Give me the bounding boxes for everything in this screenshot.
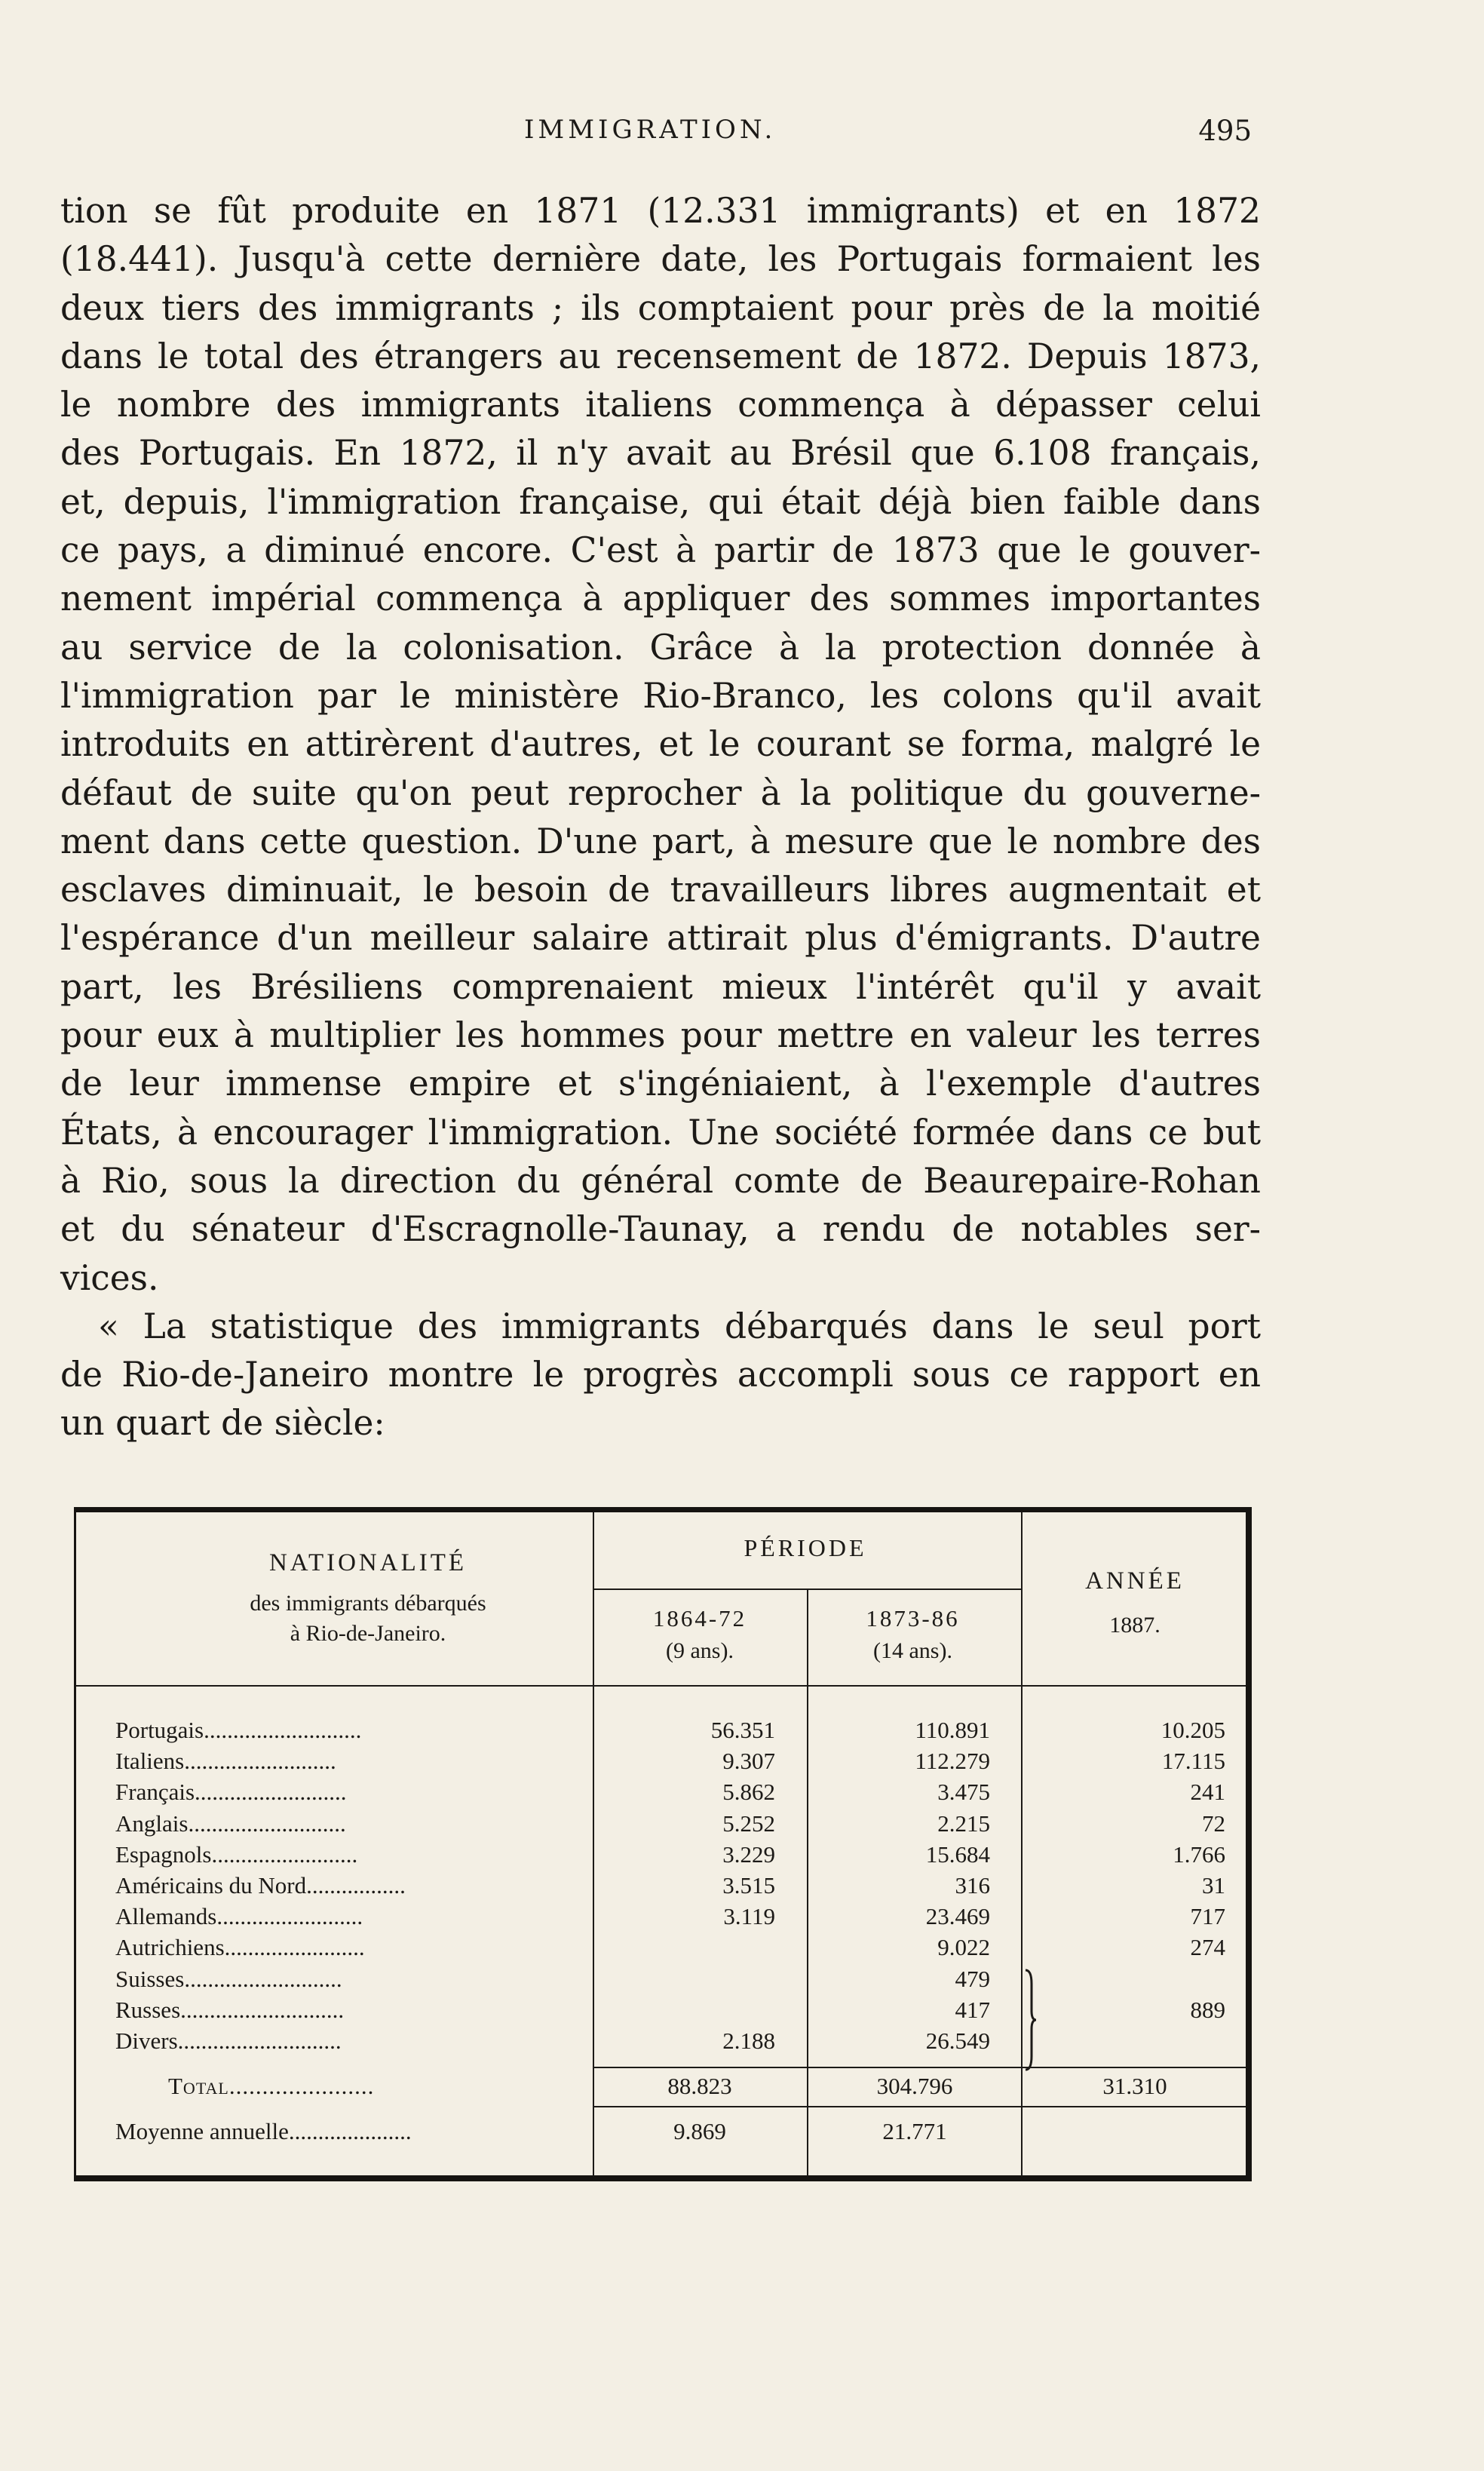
leader-dots: .........................	[211, 1840, 358, 1868]
total-period1: 88.823	[667, 2073, 732, 2099]
row-label: Suisses	[115, 1965, 185, 1992]
row-label-cell	[115, 1841, 643, 1868]
header-period2-sub: (14 ans).	[873, 1638, 952, 1663]
text-line: de Rio-de-Janeiro montre le progrès accompli sous ce rapport en	[60, 1355, 1261, 1395]
periode-rule	[593, 1588, 1021, 1590]
moyenne-period2: 21.771	[882, 2118, 947, 2144]
row-label-cell	[115, 1872, 643, 1899]
year1887-value: 31	[1202, 1872, 1225, 1899]
text-line: l'immigration par le ministère Rio-Branco, les colons qu'il avait	[60, 675, 1261, 716]
row-label-cell	[115, 1997, 643, 2024]
text-line: l'espérance d'un meilleur salaire attirait plus d'émigrants. D'autre	[60, 918, 1261, 959]
total-label: Total	[168, 2073, 229, 2099]
leader-dots: ............................	[180, 1996, 345, 2023]
period2-value: 316	[955, 1872, 990, 1899]
table-row-total	[74, 2073, 1250, 2104]
text-line: de leur immense empire et s'ingéniaient, à l'exemple d'autres	[60, 1064, 1261, 1104]
table-row	[74, 2027, 1250, 2058]
total-period2: 304.796	[876, 2073, 953, 2099]
period1-value: 3.229	[722, 1840, 775, 1868]
leader-dots: .....................	[288, 2118, 412, 2144]
row-label: Espagnols	[115, 1840, 212, 1868]
row-label-cell	[115, 2027, 643, 2055]
header-periode: PÉRIODE	[744, 1534, 867, 1561]
year1887-value: 72	[1202, 1810, 1225, 1837]
row-label: Divers	[115, 2027, 178, 2054]
period1-value: 3.515	[722, 1872, 775, 1899]
table-row	[74, 1779, 1250, 1810]
row-label: Italiens	[115, 1748, 185, 1775]
header-annee: ANNÉE	[1085, 1567, 1185, 1595]
immigration-table	[74, 1507, 1252, 2186]
header-period1: 1864-72	[652, 1605, 747, 1631]
header-nationalite-sub	[104, 1588, 632, 1649]
row-label-cell	[115, 1748, 643, 1775]
table-border-top	[74, 1507, 1252, 1512]
row-label: Portugais	[115, 1717, 204, 1743]
running-head	[60, 115, 1252, 160]
table-row	[74, 1934, 1250, 1965]
period1-value: 56.351	[710, 1717, 775, 1743]
period2-value: 479	[955, 1965, 990, 1992]
leader-dots: ..........................	[184, 1748, 336, 1775]
leader-dots: ...........................	[184, 1965, 342, 1992]
table-row	[74, 1903, 1250, 1934]
row-label: Américains du Nord	[115, 1872, 307, 1899]
table-row	[74, 1841, 1250, 1872]
total-1887: 31.310	[1102, 2073, 1167, 2099]
text-line: ment dans cette question. D'une part, à mesure que le nombre des	[60, 821, 1261, 861]
period1-value: 2.188	[722, 2027, 775, 2054]
text-line: des Portugais. En 1872, il n'y avait au Brésil que 6.108 français,	[60, 433, 1261, 474]
leader-dots: ...........................	[204, 1717, 362, 1743]
period1-value: 5.252	[722, 1810, 775, 1837]
year1887-value: 717	[1190, 1903, 1225, 1930]
text-line: États, à encourager l'immigration. Une société formée dans ce but	[60, 1112, 1261, 1153]
period2-value: 112.279	[915, 1748, 990, 1775]
text-line: un quart de siècle:	[60, 1403, 385, 1444]
brace-icon	[1023, 1969, 1038, 2071]
text-line: ce pays, a diminué encore. C'est à partir de 1873 que le gouver-	[60, 530, 1261, 571]
year1887-value: 10.205	[1161, 1717, 1225, 1743]
table-row	[74, 1997, 1250, 2027]
text-line: pour eux à multiplier les hommes pour mettre en valeur les terres	[60, 1015, 1261, 1056]
period1-value: 9.307	[722, 1748, 775, 1775]
text-line: vices.	[60, 1257, 159, 1298]
moyenne-period1: 9.869	[673, 2118, 726, 2144]
header-annee-sub: 1887.	[1109, 1613, 1161, 1638]
row-label: Allemands	[115, 1903, 217, 1930]
row-label-cell	[115, 1779, 643, 1806]
text-line: dans le total des étrangers au recensement de 1872. Depuis 1873,	[60, 336, 1261, 376]
text-line: introduits en attirèrent d'autres, et le courant se forma, malgré le	[60, 724, 1261, 765]
year1887-value: 889	[1190, 1996, 1225, 2023]
table-row	[74, 1966, 1250, 1997]
period1-value: 5.862	[722, 1779, 775, 1806]
row-label-cell	[115, 1810, 643, 1837]
row-label: Français	[115, 1779, 195, 1806]
text-line: nement impérial commença à appliquer des sommes importantes	[60, 579, 1261, 619]
text-line: à Rio, sous la direction du général comte de Beaurepaire-Rohan	[60, 1160, 1261, 1201]
row-label: Russes	[115, 1996, 181, 2023]
header-nationalite-sub1: des immigrants débarqués	[250, 1591, 486, 1616]
period1-value: 3.119	[723, 1903, 775, 1930]
period2-value: 417	[955, 1996, 990, 2023]
leader-dots: ...........................	[188, 1810, 346, 1837]
running-head-title: IMMIGRATION.	[524, 115, 777, 145]
year1887-value: 241	[1190, 1779, 1225, 1806]
row-label-cell	[115, 1903, 643, 1930]
text-line: part, les Brésiliens comprenaient mieux l'intérêt qu'il y avait	[60, 966, 1261, 1007]
year1887-value: 17.115	[1161, 1748, 1225, 1775]
text-line: « La statistique des immigrants débarqués dans le seul port	[98, 1306, 1261, 1346]
leader-dots: ..........................	[195, 1779, 347, 1806]
header-rule	[76, 1685, 1246, 1687]
table-border-bottom	[74, 2175, 1252, 2181]
period2-value: 3.475	[937, 1779, 990, 1806]
row-label-cell	[115, 1966, 643, 1993]
table-row	[74, 1872, 1250, 1903]
page-number: 495	[1198, 115, 1252, 147]
period2-value: 15.684	[925, 1840, 990, 1868]
text-line: deux tiers des immigrants ; ils comptaient pour près de la moitié	[60, 287, 1261, 328]
year1887-value: 1.766	[1173, 1840, 1225, 1868]
body-text	[60, 187, 1261, 1448]
table-row	[74, 1748, 1250, 1779]
text-line: au service de la colonisation. Grâce à la protection donnée à	[60, 627, 1261, 668]
row-label-cell	[115, 1717, 643, 1744]
table-row-moyenne	[74, 2118, 1250, 2149]
text-line: et du sénateur d'Escragnolle-Taunay, a rendu de notables ser-	[60, 1209, 1261, 1250]
leader-dots: ............................	[177, 2027, 342, 2054]
table-row	[74, 1717, 1250, 1748]
text-line: (18.441). Jusqu'à cette dernière date, les Portugais formaient les	[60, 239, 1261, 280]
row-label: Autrichiens	[115, 1934, 225, 1961]
period2-value: 9.022	[937, 1934, 990, 1961]
moyenne-label: Moyenne annuelle	[115, 2118, 289, 2144]
row-label-cell	[115, 1934, 643, 1961]
row-label: Anglais	[115, 1810, 189, 1837]
header-period2: 1873-86	[866, 1605, 960, 1631]
leader-dots: .........................	[216, 1903, 363, 1930]
period2-value: 110.891	[915, 1717, 990, 1743]
period2-value: 23.469	[925, 1903, 990, 1930]
text-line: défaut de suite qu'on peut reprocher à la politique du gouverne-	[60, 772, 1261, 813]
total-rule-bottom	[593, 2106, 1246, 2107]
text-line: le nombre des immigrants italiens commença à dépasser celui	[60, 385, 1261, 425]
period2-value: 26.549	[925, 2027, 990, 2054]
text-line: esclaves diminuait, le besoin de travailleurs libres augmentait et	[60, 870, 1261, 910]
leader-dots: ......................	[228, 2073, 375, 2099]
text-line: et, depuis, l'immigration française, qui était déjà bien faible dans	[60, 481, 1261, 522]
total-rule-top	[593, 2067, 1246, 2068]
header-nationalite-sub2: à Rio-de-Janeiro.	[290, 1621, 446, 1646]
period2-value: 2.215	[937, 1810, 990, 1837]
leader-dots: .................	[306, 1872, 406, 1899]
leader-dots: ........................	[224, 1934, 365, 1961]
header-period1-sub: (9 ans).	[666, 1638, 734, 1663]
text-line: tion se fût produite en 1871 (12.331 immigrants) et en 1872	[60, 191, 1261, 231]
year1887-value: 274	[1190, 1934, 1225, 1961]
table-row	[74, 1810, 1250, 1841]
header-nationalite: NATIONALITÉ	[268, 1549, 468, 1576]
